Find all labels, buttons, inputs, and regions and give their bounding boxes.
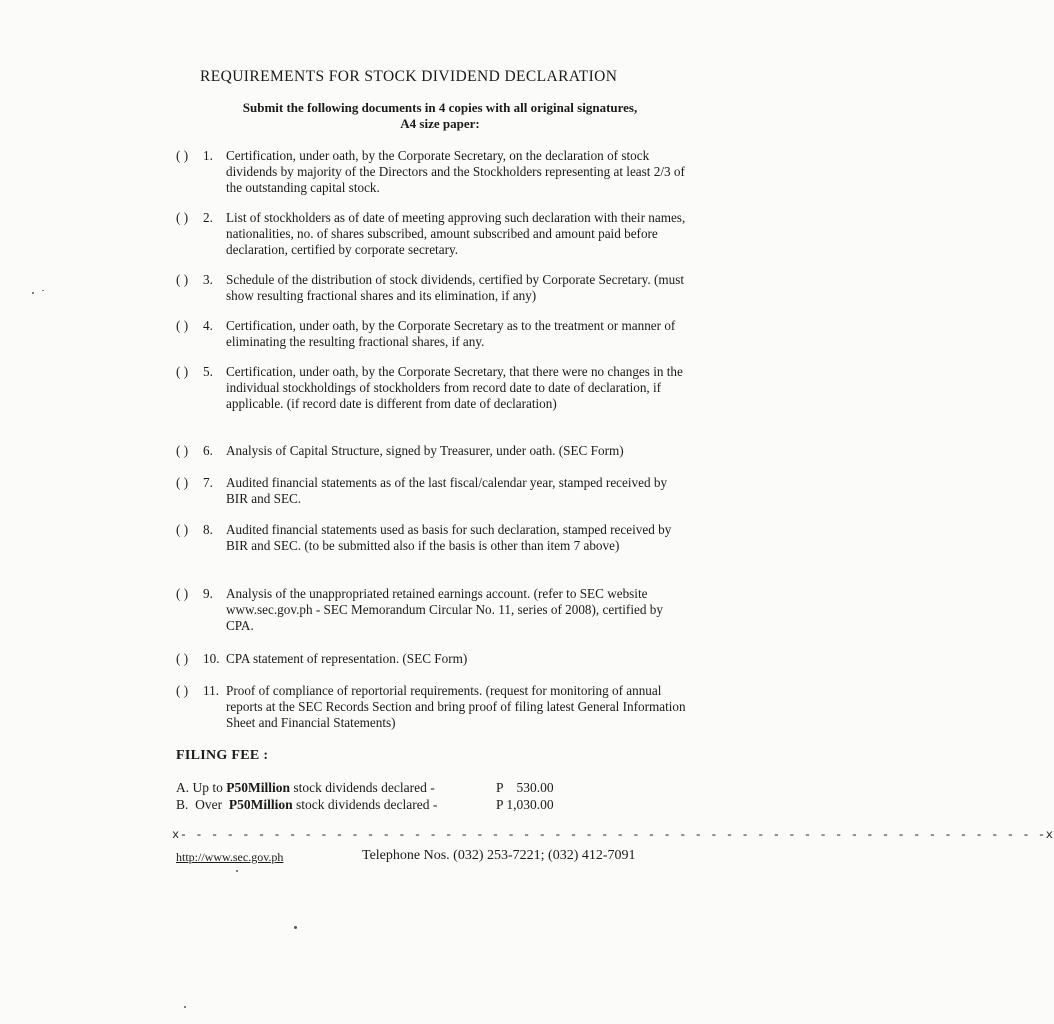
filing-fee-row-b <box>176 797 554 813</box>
scan-speck <box>184 1006 186 1008</box>
requirement-number: 3. <box>203 272 213 287</box>
scan-speck <box>32 292 34 294</box>
fee-label <box>176 780 476 796</box>
requirement-number: 4. <box>203 318 213 333</box>
checkbox-mark[interactable]: ( ) <box>176 148 189 163</box>
checkbox-mark[interactable]: ( ) <box>176 586 189 601</box>
requirement-text: Analysis of Capital Structure, signed by Treasurer, under oath. (SEC Form) <box>226 443 624 458</box>
fee-suffix: stock dividends declared - <box>290 780 435 795</box>
scan-speck <box>42 290 44 291</box>
requirement-text: Schedule of the distribution of stock dividends, certified by Corporate Secretary. (must show resulting fractional shares and its elimination, if any) <box>226 272 685 303</box>
fee-threshold: P50Million <box>228 797 293 812</box>
requirement-number: 5. <box>203 364 213 379</box>
requirement-number: 2. <box>203 210 213 225</box>
requirement-text: Audited financial statements as of the last fiscal/calendar year, stamped received by BIR and SEC. <box>226 475 668 506</box>
checkbox-mark[interactable]: ( ) <box>176 651 189 666</box>
document-title: REQUIREMENTS FOR STOCK DIVIDEND DECLARATION <box>200 68 618 85</box>
checkbox-mark[interactable]: ( ) <box>176 522 189 537</box>
filing-fee-row-a <box>176 780 554 796</box>
requirement-number: 9. <box>203 586 213 601</box>
fee-prefix: A. Up to <box>176 780 227 795</box>
requirement-text: Proof of compliance of reportorial requirements. (request for monitoring of annual reports at the SEC Records Section and bring proof of filing latest General Information Sheet and Financial Statements) <box>226 683 686 730</box>
requirement-number: 10. <box>203 651 220 666</box>
requirement-text: Audited financial statements used as basis for such declaration, stamped received by BIR and SEC. (to be submitted also if the basis is other than item 7 above) <box>226 522 672 553</box>
requirement-text: CPA statement of representation. (SEC Form) <box>226 651 468 666</box>
fee-threshold: P50Million <box>226 780 290 795</box>
requirement-number: 11. <box>203 683 219 698</box>
cut-line-divider: x- - - - - - - - - - - - - - - - - - - - - - - - - - - - - - - - - - - - - - - - - - - - - - - - - - - - - - - -x <box>172 828 1054 842</box>
checkbox-mark[interactable]: ( ) <box>176 475 189 490</box>
scan-speck <box>236 870 238 872</box>
fee-label <box>176 797 476 813</box>
filing-fee-heading: FILING FEE : <box>176 748 269 763</box>
checkbox-mark[interactable]: ( ) <box>176 272 189 287</box>
checkbox-mark[interactable]: ( ) <box>176 683 189 698</box>
fee-prefix: B. Over <box>176 797 229 812</box>
requirement-text: List of stockholders as of date of meeting approving such declaration with their names, nationalities, no. of shares subscribed, amount subscribed and amount paid before declaration, certified by corporate secretary. <box>226 210 686 257</box>
requirement-text: Certification, under oath, by the Corporate Secretary, that there were no changes in the individual stockholdings of stockholders from record date to date of declaration, if applicable. (if record date is different from date of declaration) <box>226 364 683 411</box>
checkbox-mark[interactable]: ( ) <box>176 443 189 458</box>
footer-telephone: Telephone Nos. (032) 253-7221; (032) 412-7091 <box>362 848 636 863</box>
requirement-text: Analysis of the unappropriated retained earnings account. (refer to SEC website www.sec.gov.ph - SEC Memorandum Circular No. 11, series of 2008), certified by CPA. <box>226 586 663 633</box>
subtitle-line-2: A4 size paper: <box>400 116 480 131</box>
document-subtitle <box>170 100 710 132</box>
requirement-text: Certification, under oath, by the Corporate Secretary as to the treatment or manner of eliminating the resulting fractional shares, if any. <box>226 318 676 349</box>
checkbox-mark[interactable]: ( ) <box>176 318 189 333</box>
scan-speck <box>294 926 297 929</box>
fee-amount: P 530.00 <box>496 780 554 795</box>
requirement-number: 6. <box>203 443 213 458</box>
checkbox-mark[interactable]: ( ) <box>176 364 189 379</box>
fee-amount: P 1,030.00 <box>496 797 554 812</box>
requirement-number: 1. <box>203 148 213 163</box>
requirement-number: 8. <box>203 522 213 537</box>
requirement-text: Certification, under oath, by the Corporate Secretary, on the declaration of stock dividends by majority of the Directors and the Stockholders representing at least 2/3 of the outstanding capital stock. <box>226 148 685 195</box>
footer-website-link[interactable]: http://www.sec.gov.ph <box>176 850 284 864</box>
checkbox-mark[interactable]: ( ) <box>176 210 189 225</box>
requirement-number: 7. <box>203 475 213 490</box>
subtitle-line-1: Submit the following documents in 4 copies with all original signatures, <box>242 100 638 115</box>
fee-suffix: stock dividends declared - <box>292 797 438 812</box>
